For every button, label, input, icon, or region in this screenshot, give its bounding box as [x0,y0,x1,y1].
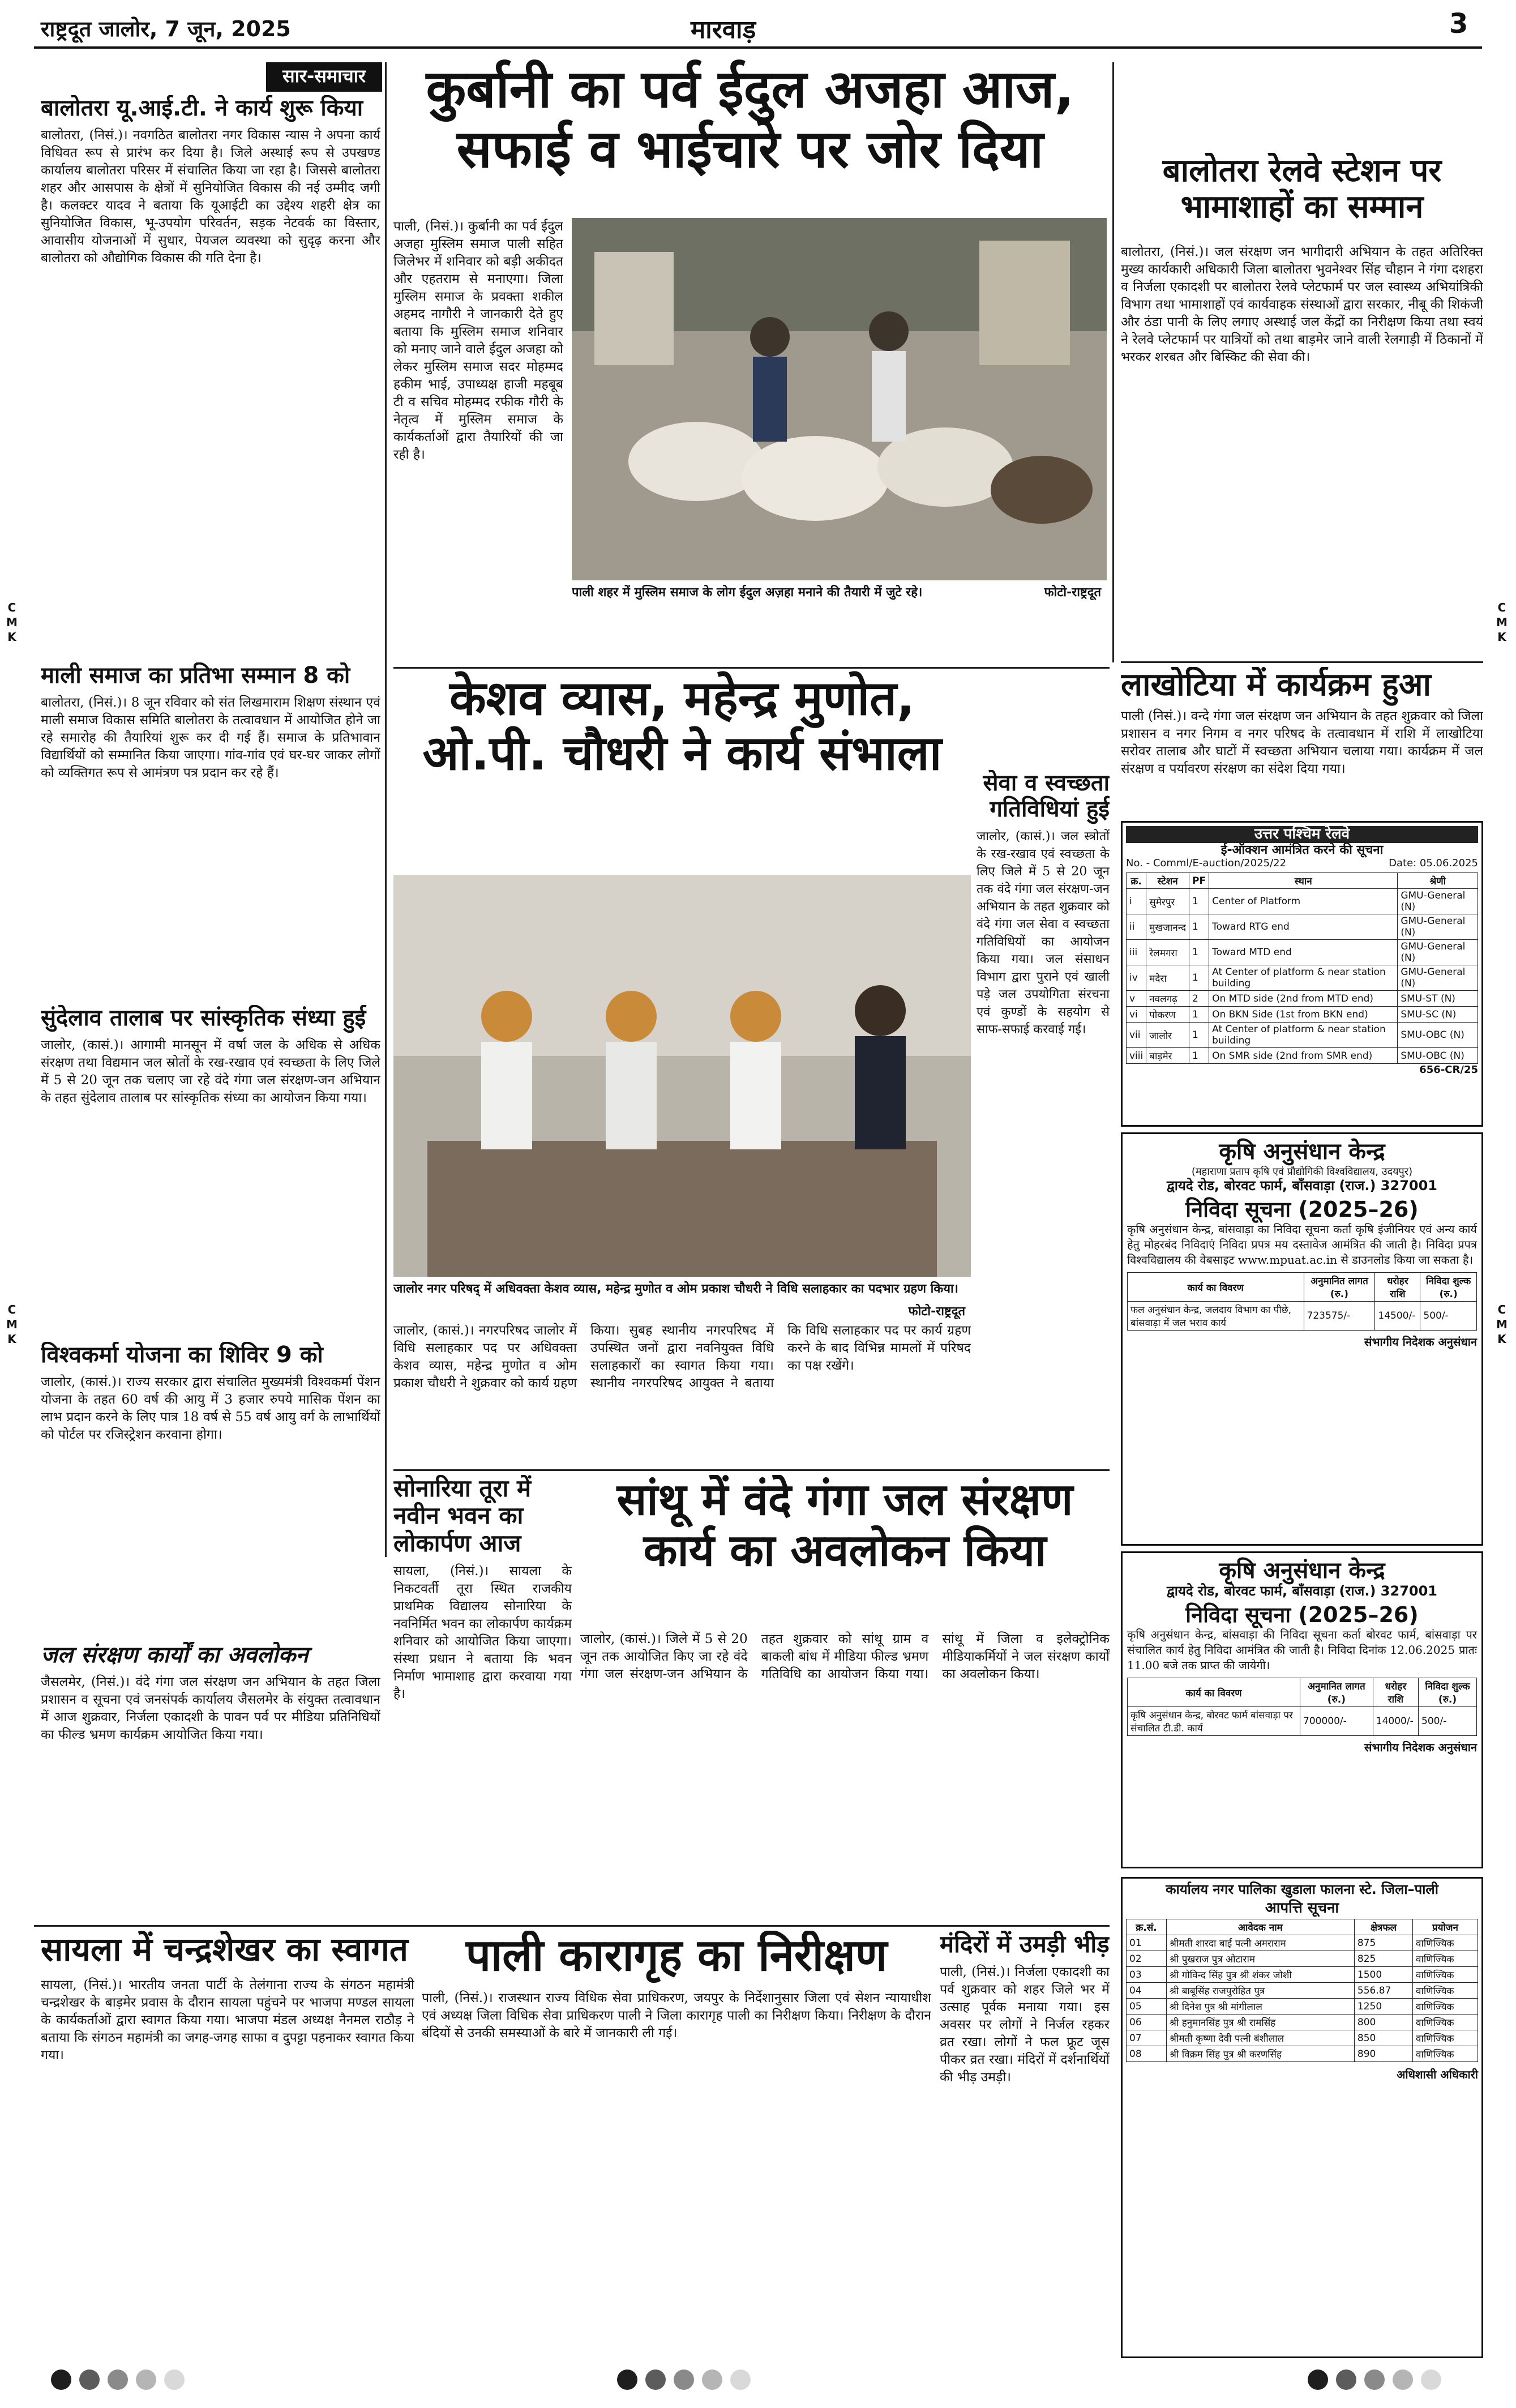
color-registration-dot [1393,2369,1413,2390]
notice-title: कृषि अनुसंधान केन्द्र [1219,1139,1385,1165]
notice-title: उत्तर पश्चिम रेलवे [1126,826,1478,843]
table-row [1127,1023,1478,1048]
table-cell: GMU-General (N) [1398,965,1478,991]
brief-body: जालोर, (कासं.)। आगामी मानसून में वर्षा जल के अधिक से अधिक संरक्षण तथा विद्यमान जल स्रोतों के रख-रखाव एवं स्वच्छता के लिए जिले में 5 से 20 जून तक चलाए जा रहे वंदे गंगा जल संरक्षण-जन अभियान के तहत सुंदेलाव तालाब पर सांस्कृतिक संध्या का आयोजन किया गया। [41,1038,380,1105]
krishi-notice-2-table [1127,1678,1477,1736]
notice-title: कार्यालय नगर पालिका खुडाला फालना स्टे. जिला–पाली [1166,1881,1438,1897]
table-header-cell: क्र.सं. [1127,1919,1167,1935]
table-header-cell: क्र. [1127,873,1146,889]
notice-subtitle: ई-ऑक्शन आमंत्रित करने की सूचना [1220,842,1384,857]
notice-heading: निविदा सूचना (2025–26) [1185,1602,1419,1627]
table-cell: श्रीमती शारदा बाई पत्नी अमराराम [1166,1935,1354,1951]
table-cell: वाणिज्यिक [1413,1935,1478,1951]
sidebar-label-box [266,62,382,92]
seva-headline: सेवा व स्वच्छता गतिविधियां हुई [983,770,1110,822]
table-cell: 1 [1189,1048,1209,1064]
table-cell: 04 [1127,1983,1167,1999]
table-cell: At Center of platform & near station building [1209,1023,1398,1048]
color-registration-dot [136,2369,156,2390]
notice-signature: संभागीय निदेशक अनुसंधान [1364,1740,1477,1755]
table-cell: 14000/- [1373,1707,1418,1736]
goats-crowd-image [572,218,1107,580]
table-cell: 03 [1127,1967,1167,1983]
table-row [1127,1048,1478,1064]
table-row [1127,991,1478,1007]
table-cell: श्री हनुमानसिंह पुत्र श्री रामसिंह [1166,2014,1354,2030]
table-cell: 1 [1189,889,1209,914]
color-registration-dot [1421,2369,1441,2390]
santhu-story-body [580,1631,1110,1908]
page-header [0,0,1516,51]
table-cell: वाणिज्यिक [1413,2046,1478,2062]
notice-body: कृषि अनुसंधान केन्द्र, बांसवाड़ा की निविदा सूचना कर्ता बोरवट फार्म, बांसवाड़ा पर संचालित कार्य हेतु निविदा आमंत्रित की जाती है। निविदा दिनांक 12.06.2025 प्रातः 11.00 बजे तक प्राप्त की जायेगी। [1127,1628,1477,1673]
sayla-headline: सायला में चन्द्रशेखर का स्वागत [41,1931,408,1969]
notice-body: कृषि अनुसंधान केन्द्र, बांसवाड़ा का निविदा सूचना कर्ता कृषि इंजीनियर एवं अन्य कार्य हेतु मोहरबंद निविदाएं निविदा प्रपत्र मय दस्तावेज आमंत्रित की जाती है। निविदा प्रपत्र विश्वविद्यालय की वेबसाइट www.mpuat.ac.in से डाउनलोड किया जा सकता है। [1127,1222,1477,1267]
table-cell: बाड़मेर [1146,1048,1189,1064]
registration-mark-right: C M K [1496,601,1508,644]
table-row [1127,1935,1478,1951]
jail-headline: पाली कारागृह का निरीक्षण [465,1931,888,1981]
railway-headline: बालोतरा रेलवे स्टेशन पर भामाशाहों का सम्मान [1162,153,1442,226]
table-row [1127,2014,1478,2030]
table-row [1127,1999,1478,2014]
table-cell: 500/- [1420,1302,1477,1331]
notice-signature: अधिशासी अधिकारी [1397,2068,1478,2082]
table-cell: वाणिज्यिक [1413,1999,1478,2014]
table-header-cell: स्टेशन [1146,873,1189,889]
sonariya-story [393,1475,572,1905]
table-cell: नवलगढ़ [1146,991,1189,1007]
registration-mark-left-lower: C M K [6,1303,18,1346]
table-cell: वाणिज्यिक [1413,1951,1478,1967]
table-cell: SMU-OBC (N) [1398,1023,1478,1048]
lakhotiya-story [1121,667,1483,814]
color-bar-center [617,2369,751,2390]
table-header-cell: PF [1189,873,1209,889]
table-cell: ii [1127,914,1146,940]
table-cell: मुखजानन्द [1146,914,1189,940]
lead-headline: कुर्बानी का पर्व ईदुल अजहा आज, सफाई व भाईचारे पर जोर दिया [426,59,1074,179]
color-registration-dot [1308,2369,1328,2390]
krishi-tender-notice-1 [1121,1132,1483,1546]
color-registration-dot [617,2369,637,2390]
table-cell: श्री विक्रम सिंह पुत्र श्री करणसिंह [1166,2046,1354,2062]
table-cell: 1250 [1354,1999,1412,2014]
color-bar-right [1308,2369,1441,2390]
table-cell: मदेरा [1146,965,1189,991]
sonariya-headline: सोनारिया तूरा में नवीन भवन का लोकार्पण आज [393,1475,532,1557]
santhu-headline: सांथू में वंदे गंगा जल संरक्षण कार्य का अवलोकन किया [616,1475,1073,1576]
lead-story-body [393,218,563,665]
lakhotiya-headline: लाखोटिया में कार्यक्रम हुआ [1121,667,1431,703]
kesav-headline: केशव व्यास, महेन्द्र मुणोत, ओ.पी. चौधरी ने कार्य संभाला [422,671,942,781]
color-registration-dot [730,2369,751,2390]
divider [1121,661,1483,663]
railway-story-headline [1121,153,1483,238]
table-cell: GMU-General (N) [1398,889,1478,914]
table-cell: कृषि अनुसंधान केन्द्र, बोरवट फार्म बांसवाड़ा पर संचालित टी.डी. कार्य [1128,1707,1300,1736]
notice-address: द्वायदे रोड, बोरवट फार्म, बाँसवाड़ा (राज.) 327001 [1166,1583,1438,1599]
table-cell: SMU-SC (N) [1398,1007,1478,1023]
kesav-body: जालोर, (कासं.)। नगरपरिषद जालोर में विधि सलाहकार पद पर अधिवक्ता केशव व्यास, महेन्द्र मुणोत व ओम प्रकाश चौधरी ने शुक्रवार को कार्य ग्रहण किया। सुबह स्थानीय नगरपरिषद में उपस्थित जनों द्वारा नवनियुक्त विधि सलाहकारों का स्वागत किया गया। स्थानीय नगरपरिषद आयुक्त ने बताया कि विधि सलाहकार पद पर कार्य ग्रहण करने के बाद विभिन्न मामलों में परिषद का पक्ष रखेंगे। [393,1323,971,1391]
table-cell: 2 [1189,991,1209,1007]
table-header-cell: प्रयोजन [1413,1919,1478,1935]
page-number: 3 [1449,8,1468,40]
table-row [1127,2046,1478,2062]
table-cell: 890 [1354,2046,1412,2062]
krishi-tender-notice-2 [1121,1551,1483,1868]
table-header-cell: निविदा शुल्क (रु.) [1420,1273,1477,1302]
table-cell: 1 [1189,1007,1209,1023]
railway-notice-table [1126,872,1478,1064]
table-cell: SMU-OBC (N) [1398,1048,1478,1064]
table-header-cell: श्रेणी [1398,873,1478,889]
table-cell: iii [1127,940,1146,965]
table-cell: 1 [1189,965,1209,991]
mandir-body: पाली, (निसं.)। निर्जला एकादशी का पर्व शुक्रवार को शहर जिले भर में उत्साह पूर्वक मनाया गया। इस अवसर पर लोगों ने निर्जल रहकर व्रत रखा। लोगों ने फल फ्रूट जूस पीकर व्रत रखा। मंदिरों में दर्शनार्थियों की भीड़ उमड़ी। [940,1965,1110,2085]
brief-vishwakarma [41,1342,380,1636]
photo-credit: फोटो-राष्ट्रदूत [1044,585,1101,600]
table-cell: 500/- [1419,1707,1477,1736]
lead-body: पाली, (निसं.)। कुर्बानी का पर्व ईदुल अजहा मुस्लिम समाज पाली सहित जिलेभर में शनिवार को बड़ी अकीदत और एहतराम से मनाएगा। जिला मुस्लिम समाज के प्रवक्ता शकील अहमद नागौरी ने जानकारी देते हुए बताया कि मुस्लिम समाज शनिवार को मनाए जाने वाले ईदुल अजहा को लेकर मुस्लिम समाज सदर मोहम्मद हकीम भाई, उपाध्यक्ष हाजी महबूब टी व सचिव मोहम्मद रफीक गौरी के नेतृत्व में मुस्लिम समाज के कार्यकर्ताओं द्वारा तैयारियों की जा रही है। [393,219,563,462]
table-row [1127,1007,1478,1023]
table-cell: रेलमगरा [1146,940,1189,965]
divider [34,1925,1110,1927]
table-cell: At Center of platform & near station building [1209,965,1398,991]
notice-heading: निविदा सूचना (2025–26) [1185,1196,1419,1222]
table-header-cell: कार्य का विवरण [1128,1273,1304,1302]
table-cell: 1 [1189,914,1209,940]
photo-credit: फोटो-राष्ट्रदूत [908,1304,965,1319]
color-bar-left [51,2369,185,2390]
table-header-cell: आवेदक नाम [1166,1919,1354,1935]
table-cell: GMU-General (N) [1398,914,1478,940]
officials-seated-image [393,875,971,1277]
notice-address: द्वायदे रोड, बोरवट फार्म, बाँसवाड़ा (राज.) 327001 [1166,1178,1438,1194]
table-cell: 800 [1354,2014,1412,2030]
table-cell: vi [1127,1007,1146,1023]
table-cell: फल अनुसंधान केन्द्र, जलदाय विभाग का पीछे, बांसवाड़ा में जल भराव कार्य [1128,1302,1304,1331]
table-cell: 875 [1354,1935,1412,1951]
divider [393,1469,1110,1471]
table-cell: जालोर [1146,1023,1189,1048]
table-cell: 1 [1189,1023,1209,1048]
photo-caption: पाली शहर में मुस्लिम समाज के लोग ईदुल अज़हा मनाने की तैयारी में जुटे रहे। [572,585,923,600]
table-cell: वाणिज्यिक [1413,1967,1478,1983]
brief-mali-samaj [41,662,380,996]
brief-headline: विश्वकर्मा योजना का शिविर 9 को [41,1342,323,1368]
color-registration-dot [164,2369,185,2390]
table-cell: 700000/- [1300,1707,1373,1736]
table-cell: Toward RTG end [1209,914,1398,940]
brief-headline: माली समाज का प्रतिभा सम्मान 8 को [41,662,350,688]
table-row [1127,889,1478,914]
sidebar-label: सार-समाचार [282,65,366,87]
header-rule [34,46,1482,49]
table-cell: SMU-ST (N) [1398,991,1478,1007]
table-cell: v [1127,991,1146,1007]
table-cell: श्री गोविन्द सिंह पुत्र श्री शंकर जोशी [1166,1967,1354,1983]
table-cell: Center of Platform [1209,889,1398,914]
kesav-story-headline [393,671,971,869]
kesav-photo [393,875,971,1277]
santhu-body: जालोर, (कासं.)। जिले में 5 से 20 जून तक आयोजित किए जा रहे वंदे गंगा जल संरक्षण-जन अभियान के तहत शुक्रवार को सांथू ग्राम व बाकली बांध में मीडिया फील्ड भ्रमण गतिविधि का आयोजन किया गया। सांथू में जिला व इलेक्ट्रोनिक मीडियाकर्मियों ने जल संरक्षण कार्यों का अवलोकन किया। [580,1632,1110,1682]
table-cell: वाणिज्यिक [1413,1983,1478,1999]
column-rule [385,62,387,1557]
eid-photo [572,218,1107,580]
brief-sundelav [41,1005,380,1333]
table-cell: On BKN Side (1st from BKN end) [1209,1007,1398,1023]
santhu-story-headline [580,1475,1110,1622]
column-rule [1112,62,1114,662]
table-cell: 08 [1127,2046,1167,2062]
color-registration-dot [51,2369,71,2390]
color-registration-dot [702,2369,722,2390]
brief-jal-sanrakshan [41,1642,380,1925]
table-cell: 02 [1127,1951,1167,1967]
table-cell: viii [1127,1048,1146,1064]
notice-signature: संभागीय निदेशक अनुसंधान [1364,1335,1477,1349]
table-cell: 05 [1127,1999,1167,2014]
notice-subtitle: (महाराणा प्रताप कृषि एवं प्रौद्योगिकी विश्वविद्यालय, उदयपुर) [1191,1166,1413,1178]
table-cell: 556.87 [1354,1983,1412,1999]
kesav-story-body [393,1322,971,1464]
table-header-cell: क्षेत्रफल [1354,1919,1412,1935]
color-registration-dot [1336,2369,1356,2390]
table-cell: 06 [1127,2014,1167,2030]
notice-number: No. - Comml/E-auction/2025/22 [1126,857,1287,870]
notice-heading: आपत्ति सूचना [1265,1899,1339,1917]
sonariya-body: सायला, (निसं.)। सायला के निकटवर्ती तूरा स्थित राजकीय प्राथमिक विद्यालय सोनारिया के नवनिर्मित भवन का लोकार्पण कार्यक्रम शनिवार को आयोजित किया जाएगा। संस्था प्रधान ने बताया कि भवन निर्माण भामाशाह द्वारा करवाया गया है। [393,1563,572,1701]
section-name: मारवाड़ [691,15,756,44]
table-row [1127,2030,1478,2046]
jail-story [422,1931,931,2361]
registration-mark-left: C M K [6,601,18,644]
table-header-cell: अनुमानित लागत (रु.) [1304,1273,1375,1302]
table-cell: 1500 [1354,1967,1412,1983]
publication-dateline: राष्ट्रदूत जालोर, 7 जून, 2025 [41,16,291,41]
mandir-headline: मंदिरों में उमड़ी भीड़ [940,1931,1110,1958]
table-cell: 07 [1127,2030,1167,2046]
table-row [1127,1983,1478,1999]
lead-story-headline [393,59,1107,212]
table-cell: iv [1127,965,1146,991]
objection-notice [1121,1877,1483,2358]
objection-notice-table [1126,1919,1478,2062]
notice-title: कृषि अनुसंधान केन्द्र [1219,1558,1385,1584]
table-cell: 850 [1354,2030,1412,2046]
table-cell: श्री दिनेश पुत्र श्री मांगीलाल [1166,1999,1354,2014]
brief-body: जालोर, (कासं.)। राज्य सरकार द्वारा संचालित मुख्यमंत्री विश्वकर्मा पेंशन योजना के तहत 60 वर्ष की आयु में 3 हजार रुपये मासिक पेंशन का लाभ प्रदान करने के लिए पात्र 18 वर्ष से 55 वर्ष आयु वर्ग के लाभार्थियों को पोर्टल पर रजिस्ट्रेशन करवाना होगा। [41,1375,380,1442]
notice-ref [1126,857,1478,869]
table-cell: 01 [1127,1935,1167,1951]
sayla-story [41,1931,414,2361]
table-header-cell: धरोहर राशि [1373,1678,1418,1707]
brief-uit [41,95,380,656]
lakhotiya-body: पाली (निसं.)। वन्दे गंगा जल संरक्षण जन अभियान के तहत शुक्रवार को जिला प्रशासन व नगर निगम व नगर परिषद के तत्वावधान में राशि में लाखोटिया सरोवर तालाब और घाटों में स्वच्छता अभियान चलाया गया। कार्यक्रम में जल संरक्षण व पर्यावरण संरक्षण का संदेश दिया गया। [1121,709,1483,777]
table-cell: GMU-General (N) [1398,940,1478,965]
table-row [1127,1967,1478,1983]
brief-headline: जल संरक्षण कार्यों का अवलोकन [41,1642,309,1668]
notice-footer: 656-CR/25 [1419,1064,1478,1076]
table-cell: पोकरण [1146,1007,1189,1023]
seva-story [977,770,1110,1393]
eid-photo-caption [572,583,1107,606]
brief-body: जैसलमेर, (निसं.)। वंदे गंगा जल संरक्षण जन अभियान के तहत जिला प्रशासन व सूचना एवं जनसंपर्क कार्यालय जैसलमेर के संयुक्त तत्वावधान में आज शुक्रवार, निर्जला एकादशी के पावन पर्व पर मीडिया प्रतिनिधियों का फील्ड भ्रमण कार्यक्रम आयोजित किया गया। [41,1675,380,1742]
color-registration-dot [645,2369,666,2390]
table-header-cell: निविदा शुल्क (रु.) [1419,1678,1477,1707]
table-cell: 723575/- [1304,1302,1375,1331]
table-cell: Toward MTD end [1209,940,1398,965]
table-cell: On SMR side (2nd from SMR end) [1209,1048,1398,1064]
table-header-cell: स्थान [1209,873,1398,889]
table-cell: श्रीमती कृष्णा देवी पत्नी बंशीलाल [1166,2030,1354,2046]
color-registration-dot [79,2369,100,2390]
railway-story-body [1121,243,1483,657]
table-header-cell: कार्य का विवरण [1128,1678,1300,1707]
krishi-notice-1-table [1127,1272,1477,1331]
color-registration-dot [1364,2369,1385,2390]
table-cell: 1 [1189,940,1209,965]
color-registration-dot [108,2369,128,2390]
registration-mark-right-lower: C M K [1496,1303,1508,1346]
notice-date: Date: 05.06.2025 [1389,857,1478,870]
table-cell: 14500/- [1375,1302,1420,1331]
table-cell: i [1127,889,1146,914]
table-cell: वाणिज्यिक [1413,2014,1478,2030]
jail-body: पाली, (निसं.)। राजस्थान राज्य विधिक सेवा प्राधिकरण, जयपुर के निर्देशानुसार जिला एवं सेशन न्यायाधीश एवं अध्यक्ष जिला विधिक सेवा प्राधिकरण पाली ने जिला कारागृह पाली का निरीक्षण किया। निरीक्षण के दौरान बंदियों से उनकी समस्याओं के बारे में जानकारी ली गई। [422,1990,931,2041]
table-cell: 825 [1354,1951,1412,1967]
color-registration-dot [674,2369,694,2390]
mandir-story [940,1931,1110,2361]
seva-body: जालोर, (कासं.)। जल स्त्रोतों के रख-रखाव एवं स्वच्छता के लिए जिले में 5 से 20 जून तक वंदे गंगा जल संरक्षण-जन अभियान के तहत शुक्रवार को वंदे गंगा जल सेवा व स्वच्छता गतिविधियों का आयोजन किया गया। जल संसाधन विभाग द्वारा पुराने एवं खाली पड़े जल उपयोगिता संरचना एवं कुण्डों के सहयोग से साफ-सफाई करवाई गई। [977,829,1110,1037]
brief-headline: सुंदेलाव तालाब पर सांस्कृतिक संध्या हुई [41,1005,366,1031]
table-cell: सुमेरपुर [1146,889,1189,914]
brief-body: बालोतरा, (निसं.)। नवगठित बालोतरा नगर विकास न्यास ने अपना कार्य विधिवत रूप से प्रारंभ कर दिया है। जिले अस्थाई रूप से उपखण्ड कार्यालय बालोतरा परिसर में संचालित किया जा रहा है। जिससे बालोतरा शहर और आसपास के क्षेत्रों में सुनियोजित विकास की नई उम्मीद जगी है। कलक्टर यादव ने बताया कि यूआईटी का उद्देश्य शहरी क्षेत्र का सुनियोजित विकास, भू-उपयोग परिवर्तन, सड़क नेटवर्क का विस्तार, आवासीय योजनाओं में सुधार, पेयजल व्यवस्था को सुदृढ़ करना और बालोतरा को औद्योगिक विकास की गति देना है। [41,128,380,266]
divider [393,667,1110,669]
brief-headline: बालोतरा यू.आई.टी. ने कार्य शुरू किया [41,95,363,121]
table-row [1127,1951,1478,1967]
kesav-photo-caption [393,1280,971,1319]
table-row [1127,965,1478,991]
table-cell: श्री पुखराज पुत्र ओटाराम [1166,1951,1354,1967]
table-cell: On MTD side (2nd from MTD end) [1209,991,1398,1007]
table-header-cell: धरोहर राशि [1375,1273,1420,1302]
photo-caption: जालोर नगर परिषद् में अधिवक्ता केशव व्यास, महेन्द्र मुणोत व ओम प्रकाश चौधरी ने विधि सलाहकार का पदभार ग्रहण किया। [393,1282,959,1296]
table-cell: vii [1127,1023,1146,1048]
table-row [1127,940,1478,965]
table-cell: वाणिज्यिक [1413,2030,1478,2046]
railway-tender-notice [1121,821,1483,1127]
railway-body: बालोतरा, (निसं.)। जल संरक्षण जन भागीदारी अभियान के तहत अतिरिक्त मुख्य कार्यकारी अधिकारी जिला बालोतरा भुवनेश्वर सिंह चौहान ने गंगा दशहरा व निर्जला एकादशी पर बालोतरा रेलवे प्लेटफार्म पर जल स्वास्थ्य अभियांत्रिकी विभाग तथा भामाशाहों एवं कार्यवाहक संस्थाओं द्वारा सरकार, नीबू की शिकंजी और ठंडा पानी के लिए लगाए अस्थाई जल केंद्रों का निरीक्षण किया तथा स्वयं ने रेलवे प्लेटफार्म पर यात्रियों को तथा बाड़मेर जाने वाली रेलगाड़ी में ठिकानों में भरकर शरबत और बिस्किट की सेवा की। [1121,245,1483,365]
table-header-cell: अनुमानित लागत (रु.) [1300,1678,1373,1707]
table-cell: श्री बाबूसिंह राजपुरोहित पुत्र [1166,1983,1354,1999]
sayla-body: सायला, (निसं.)। भारतीय जनता पार्टी के तेलंगाना राज्य के संगठन महामंत्री चन्द्रशेखर के बाड़मेर प्रवास के दौरान सायला पहुंचने पर भाजपा मण्डल सायला के कार्यकर्ताओं द्वारा स्वागत किया गया। भाजपा मंडल अध्यक्ष नैनमल राठौड़ ने बताया कि संगठन महामंत्री का जगह-जगह साफा व दुपट्टा पहनाकर स्वागत किया गया। [41,1977,414,2063]
table-row [1127,914,1478,940]
brief-body: बालोतरा, (निसं.)। 8 जून रविवार को संत लिखमाराम शिक्षण संस्थान एवं माली समाज विकास समिति बालोतरा के तत्वावधान में आयोजित होने जा रहे समारोह की तैयारियां शुरू कर दी गई हैं। समाज के प्रतिभावान विद्यार्थियों को सम्मानित किया जाएगा। गांव-गांव एवं घर-घर जाकर लोगों को व्यक्तिगत रूप से आमंत्रण पत्र प्रदान कर रहे हैं। [41,695,380,780]
